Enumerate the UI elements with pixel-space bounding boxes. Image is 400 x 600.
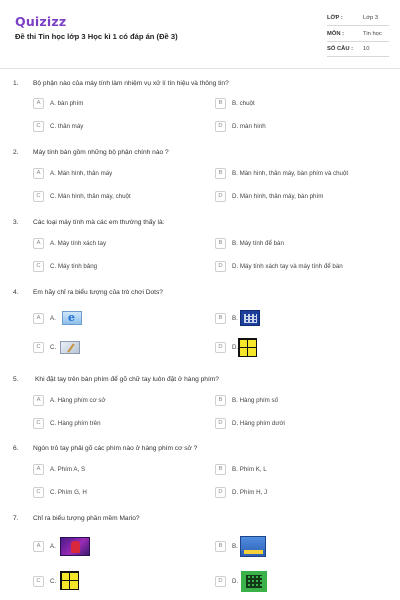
meta-row-class xyxy=(327,13,389,26)
dots-game-icon xyxy=(238,338,257,357)
option-label: A. Hàng phím cơ sở xyxy=(50,397,106,404)
option-letter-box: C xyxy=(33,487,44,498)
answer-option-a[interactable] xyxy=(33,313,93,329)
header-divider xyxy=(0,68,400,69)
question-text: Em hãy chỉ ra biểu tượng của trò chơi Dots? xyxy=(33,289,163,296)
option-label: A. Màn hình, thân máy xyxy=(50,170,113,177)
option-letter-box: C xyxy=(33,121,44,132)
option-label: D. màn hình xyxy=(232,123,266,130)
question-number: 2. xyxy=(13,149,19,156)
option-label: A. bàn phím xyxy=(50,100,84,107)
option-letter-box: D xyxy=(215,418,226,429)
question-text: Các loại máy tính mà các em thường thấy là: xyxy=(33,219,165,226)
answer-option-b[interactable] xyxy=(215,313,275,329)
question-text: Máy tính bàn gồm những bộ phận chính nào ? xyxy=(33,149,169,156)
option-label: B. Màn hình, thân máy, bàn phím và chuột xyxy=(232,170,349,177)
option-label: B. chuột xyxy=(232,100,255,107)
option-label: C. thân máy xyxy=(50,123,84,130)
dots-game-icon xyxy=(60,571,79,590)
option-label: A. xyxy=(50,543,56,550)
option-label: D. Hàng phím dưới xyxy=(232,420,285,427)
option-letter-box: C xyxy=(33,191,44,202)
option-label: C. xyxy=(50,578,57,585)
internet-explorer-icon xyxy=(62,311,82,325)
question-text: Khi đặt tay trên bàn phím để gõ chữ tay luôn đặt ở hàng phím? xyxy=(35,376,219,383)
option-label: B. Máy tính để bàn xyxy=(232,240,284,247)
option-letter-box: B xyxy=(215,541,226,552)
question-text: Bộ phận nào của máy tính làm nhiệm vụ xử lí tín hiệu và thông tin? xyxy=(33,80,229,87)
question-text: Ngón trỏ tay phải gõ các phím nào ở hàng phím cơ sở ? xyxy=(33,445,198,452)
option-label: C. Phím G, H xyxy=(50,489,87,496)
option-label: C. xyxy=(50,344,57,351)
meta-key: LỚP : xyxy=(327,15,343,21)
option-letter-box: C xyxy=(33,418,44,429)
meta-value: 10 xyxy=(363,46,370,52)
question-number: 4. xyxy=(13,289,19,296)
option-letter-box: B xyxy=(215,395,226,406)
page-title: Đề thi Tin học lớp 3 Học kì 1 có đáp án (Đề 3) xyxy=(15,32,178,41)
page-header xyxy=(0,0,400,68)
answer-option-a[interactable] xyxy=(33,541,103,559)
option-letter-box: C xyxy=(33,576,44,587)
option-letter-box: A xyxy=(33,395,44,406)
option-letter-box: C xyxy=(33,342,44,353)
option-label: B. xyxy=(232,543,238,550)
quizizz-logo: Quizizz xyxy=(15,14,67,29)
paint-icon xyxy=(60,341,80,354)
option-label: D. Màn hình, thân máy, bàn phím xyxy=(232,193,324,200)
option-letter-box: D xyxy=(215,121,226,132)
meta-row-question-count xyxy=(327,44,389,57)
option-letter-box: B xyxy=(215,98,226,109)
question-number: 5. xyxy=(13,376,19,383)
green-grid-game-icon xyxy=(241,571,267,592)
question-number: 3. xyxy=(13,219,19,226)
option-letter-box: B xyxy=(215,464,226,475)
option-letter-box: A xyxy=(33,238,44,249)
option-letter-box: A xyxy=(33,464,44,475)
answer-option-c[interactable] xyxy=(33,342,93,358)
option-letter-box: B xyxy=(215,238,226,249)
meta-key: SỐ CÂU : xyxy=(327,46,354,52)
option-label: D. xyxy=(232,578,239,585)
question-number: 1. xyxy=(13,80,19,87)
answer-option-d[interactable] xyxy=(215,576,285,594)
option-letter-box: B xyxy=(215,313,226,324)
option-label: D. xyxy=(232,344,239,351)
option-letter-box: A xyxy=(33,541,44,552)
question-text: Chỉ ra biểu tượng phần mềm Mario? xyxy=(33,515,140,522)
option-letter-box: D xyxy=(215,342,226,353)
option-letter-box: A xyxy=(33,98,44,109)
option-label: C. Hàng phím trên xyxy=(50,420,101,427)
option-label: A. Máy tính xách tay xyxy=(50,240,107,247)
option-label: C. Máy tính bảng xyxy=(50,263,98,270)
option-letter-box: D xyxy=(215,191,226,202)
option-label: B. xyxy=(232,315,238,322)
meta-row-subject xyxy=(327,29,389,42)
option-letter-box: C xyxy=(33,261,44,272)
option-letter-box: D xyxy=(215,487,226,498)
blue-game-icon xyxy=(240,536,266,557)
option-label: B. Hàng phím số xyxy=(232,397,279,404)
question-number: 6. xyxy=(13,445,19,452)
blue-grid-game-icon xyxy=(240,310,260,326)
option-label: C. Màn hình, thân máy, chuột xyxy=(50,193,131,200)
meta-value: Tin học xyxy=(363,31,382,37)
answer-option-d[interactable] xyxy=(215,342,275,358)
option-label: A. Phím A, S xyxy=(50,466,86,473)
option-label: B. Phím K, L xyxy=(232,466,267,473)
meta-key: MÔN : xyxy=(327,31,345,37)
answer-option-c[interactable] xyxy=(33,576,103,594)
mario-game-icon xyxy=(60,537,90,556)
option-letter-box: D xyxy=(215,576,226,587)
option-letter-box: B xyxy=(215,168,226,179)
option-label: D. Máy tính xách tay và máy tính để bàn xyxy=(232,263,343,270)
option-label: A. xyxy=(50,315,56,322)
meta-value: Lớp 3 xyxy=(363,15,379,21)
option-label: D. Phím H, J xyxy=(232,489,268,496)
option-letter-box: A xyxy=(33,168,44,179)
option-letter-box: D xyxy=(215,261,226,272)
option-letter-box: A xyxy=(33,313,44,324)
answer-option-b[interactable] xyxy=(215,541,285,559)
question-number: 7. xyxy=(13,515,19,522)
